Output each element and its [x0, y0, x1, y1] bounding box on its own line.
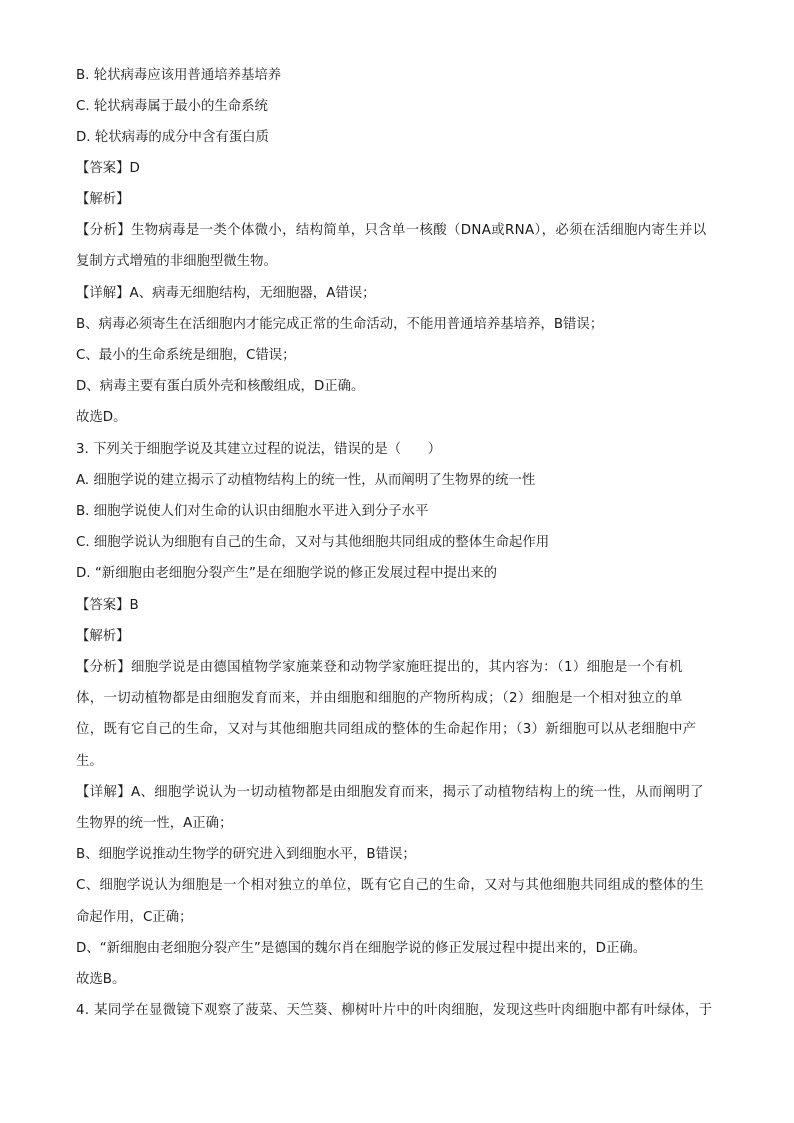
answer-q3: 【答案】B [76, 598, 139, 613]
analysis-heading-q3: 【解析】 [76, 629, 130, 644]
detail-q3-b: B、细胞学说推动生物学的研究进入到细胞水平，B错误； [76, 847, 416, 862]
analysis-q2-line-1: 【分析】生物病毒是一类个体微小，结构简单，只含单一核酸（DNA或RNA），必须在活细胞内寄生并以 [76, 223, 707, 238]
analysis-heading-q2: 【解析】 [76, 192, 130, 207]
conclusion-q2: 故选D。 [76, 410, 127, 425]
analysis-q3-line-2: 体，一切动植物都是由细胞发育而来，并由细胞和细胞的产物所构成；（2）细胞是一个相对独立的单 [76, 691, 683, 706]
conclusion-q3: 故选B。 [76, 972, 126, 987]
analysis-q3-line-4: 生。 [76, 754, 103, 769]
detail-q2-c: C、最小的生命系统是细胞，C错误； [76, 348, 296, 363]
analysis-q2-line-2: 复制方式增殖的非细胞型微生物。 [76, 254, 277, 269]
question-4-stem: 4. 某同学在显微镜下观察了菠菜、天竺葵、柳树叶片中的叶肉细胞，发现这些叶肉细胞中都有叶绿体，于 [76, 1003, 713, 1018]
detail-q3-d: D、“新细胞由老细胞分裂产生”是德国的魏尔肖在细胞学说的修正发展过程中提出来的，D正确。 [76, 941, 647, 956]
detail-q3-a-line-1: 【详解】A、细胞学说认为一切动植物都是由细胞发育而来，揭示了动植物结构上的统一性，从而阐明了 [76, 785, 704, 800]
question-3-stem: 3. 下列关于细胞学说及其建立过程的说法，错误的是（ ） [76, 442, 442, 457]
detail-q3-a-line-2: 生物界的统一性，A正确； [76, 816, 233, 831]
analysis-q3-line-1: 【分析】细胞学说是由德国植物学家施莱登和动物学家施旺提出的，其内容为：（1）细胞是一个有机 [76, 660, 683, 675]
option-3-b: B. 细胞学说使人们对生命的认识由细胞水平进入到分子水平 [76, 504, 429, 519]
detail-q2-a: 【详解】A、病毒无细胞结构，无细胞器，A错误； [76, 286, 376, 301]
option-c-rotavirus: C. 轮状病毒属于最小的生命系统 [76, 99, 268, 114]
option-d-rotavirus: D. 轮状病毒的成分中含有蛋白质 [76, 130, 269, 145]
detail-q3-c-line-2: 命起作用，C正确； [76, 910, 193, 925]
analysis-q3-line-3: 位，既有它自己的生命，又对与其他细胞共同组成的整体的生命起作用；（3）新细胞可以从老细胞中产 [76, 722, 697, 737]
option-3-a: A. 细胞学说的建立揭示了动植物结构上的统一性，从而阐明了生物界的统一性 [76, 473, 536, 488]
answer-q2: 【答案】D [76, 161, 140, 176]
detail-q3-c-line-1: C、细胞学说认为细胞是一个相对独立的单位，既有它自己的生命，又对与其他细胞共同组成的整体的生 [76, 878, 705, 893]
option-3-c: C. 细胞学说认为细胞有自己的生命，又对与其他细胞共同组成的整体生命起作用 [76, 535, 550, 550]
detail-q2-d: D、病毒主要有蛋白质外壳和核酸组成，D正确。 [76, 379, 365, 394]
detail-q2-b: B、病毒必须寄生在活细胞内才能完成正常的生命活动，不能用普通培养基培养，B错误； [76, 317, 604, 332]
option-b-rotavirus: B. 轮状病毒应该用普通培养基培养 [76, 68, 282, 83]
option-3-d: D. “新细胞由老细胞分裂产生”是在细胞学说的修正发展过程中提出来的 [76, 566, 498, 581]
